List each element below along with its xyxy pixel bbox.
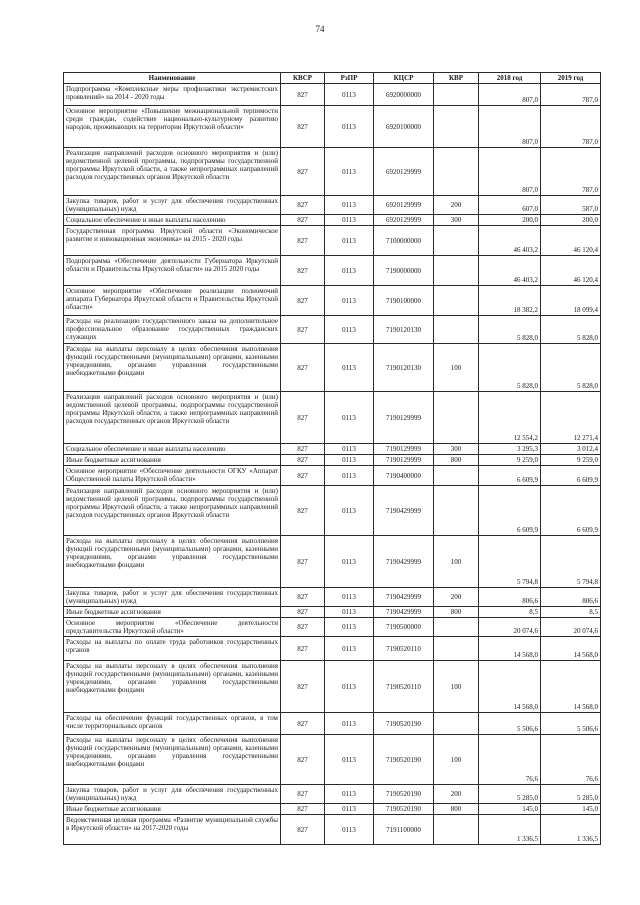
row-name-cell: Расходы на выплаты персоналу в целях обеспечения выполнения функций государственными (муниципальными) органами, казенными учреждениями, органами управления государственными внебюджетными фондами (64, 536, 281, 588)
row-rzpr-cell: 0113 (325, 713, 374, 735)
row-kvr-cell: 800 (434, 607, 479, 618)
row-2019-cell: 787,0 (541, 148, 601, 196)
row-kvr-cell: 100 (434, 536, 479, 588)
row-2018-cell: 12 554,2 (479, 392, 541, 444)
row-2018-cell: 8,5 (479, 607, 541, 618)
row-2018-cell: 46 403,2 (479, 256, 541, 286)
row-2018-cell: 14 568,0 (479, 637, 541, 661)
table-row (64, 486, 601, 536)
row-rzpr-cell: 0113 (325, 804, 374, 815)
row-kvr-cell (434, 637, 479, 661)
row-rzpr-cell: 0113 (325, 815, 374, 845)
row-rzpr-cell: 0113 (325, 444, 374, 455)
row-name-cell: Закупка товаров, работ и услуг для обеспечения государственных (муниципальных) нужд (64, 196, 281, 215)
row-2019-cell: 14 568,0 (541, 637, 601, 661)
column-header-kvsr: КВСР (281, 73, 325, 84)
row-2018-cell: 807,0 (479, 148, 541, 196)
row-kvsr-cell: 827 (281, 618, 325, 637)
row-rzpr-cell: 0113 (325, 196, 374, 215)
row-rzpr-cell: 0113 (325, 106, 374, 148)
row-kcsr-cell: 7190520190 (374, 713, 434, 735)
row-2019-cell: 5 794,8 (541, 536, 601, 588)
row-2018-cell: 46 403,2 (479, 226, 541, 256)
row-kvr-cell (434, 618, 479, 637)
row-rzpr-cell: 0113 (325, 618, 374, 637)
row-kvsr-cell: 827 (281, 106, 325, 148)
table-row (64, 607, 601, 618)
row-2019-cell: 46 120,4 (541, 256, 601, 286)
row-2019-cell: 12 271,4 (541, 392, 601, 444)
row-rzpr-cell: 0113 (325, 344, 374, 392)
row-kcsr-cell: 7190400000 (374, 466, 434, 486)
row-kcsr-cell: 7190120130 (374, 344, 434, 392)
row-rzpr-cell: 0113 (325, 148, 374, 196)
table-row (64, 588, 601, 607)
row-kvsr-cell: 827 (281, 486, 325, 536)
row-name-cell: Иные бюджетные ассигнования (64, 804, 281, 815)
row-rzpr-cell: 0113 (325, 735, 374, 785)
row-name-cell: Иные бюджетные ассигнования (64, 455, 281, 466)
row-2019-cell: 18 099,4 (541, 286, 601, 316)
row-kvr-cell (434, 106, 479, 148)
row-kcsr-cell: 7190129999 (374, 444, 434, 455)
table-row (64, 256, 601, 286)
row-rzpr-cell: 0113 (325, 215, 374, 226)
row-kcsr-cell: 7190429999 (374, 607, 434, 618)
row-kcsr-cell: 7190520190 (374, 785, 434, 804)
row-rzpr-cell: 0113 (325, 785, 374, 804)
row-kvsr-cell: 827 (281, 316, 325, 344)
row-kvsr-cell: 827 (281, 735, 325, 785)
row-2018-cell: 3 295,3 (479, 444, 541, 455)
table-row (64, 215, 601, 226)
row-kcsr-cell: 7190100000 (374, 286, 434, 316)
row-name-cell: Расходы на выплаты персоналу в целях обеспечения выполнения функций государственными (муниципальными) органами, казенными учреждениями, органами управления государственными внебюджетными фондами (64, 735, 281, 785)
row-2019-cell: 587,0 (541, 196, 601, 215)
row-kcsr-cell: 7100000000 (374, 226, 434, 256)
page-number: 74 (315, 24, 325, 34)
row-kvsr-cell: 827 (281, 785, 325, 804)
row-kvr-cell (434, 466, 479, 486)
column-header-kvr: КВР (434, 73, 479, 84)
row-2018-cell: 76,6 (479, 735, 541, 785)
row-kvr-cell (434, 486, 479, 536)
row-name-cell: Подпрограмма «Обеспечение деятельности Губернатора Иркутской области и Правительства Иркутской области» на 2015 2020 годы (64, 256, 281, 286)
row-2018-cell: 20 074,6 (479, 618, 541, 637)
row-2019-cell: 200,0 (541, 215, 601, 226)
row-name-cell: Расходы на реализацию государственного заказа на дополнительное профессиональное образование государственных гражданских служащих (64, 316, 281, 344)
table-row (64, 316, 601, 344)
row-kvsr-cell: 827 (281, 588, 325, 607)
row-kvr-cell: 800 (434, 455, 479, 466)
table-row (64, 735, 601, 785)
row-2018-cell: 5 506,6 (479, 713, 541, 735)
row-name-cell: Реализация направлений расходов основного мероприятия и (или) ведомственной целевой программы, подпрограммы государственной программы Иркутской области, а также непрограммных направлений расходов государственных органов Иркутской области (64, 148, 281, 196)
row-kcsr-cell: 6920129999 (374, 196, 434, 215)
row-2018-cell: 806,6 (479, 588, 541, 607)
row-2018-cell: 1 336,5 (479, 815, 541, 845)
row-kvsr-cell: 827 (281, 804, 325, 815)
row-kvr-cell: 100 (434, 344, 479, 392)
row-kvr-cell (434, 286, 479, 316)
row-name-cell: Расходы на выплаты по оплате труда работников государственных органов (64, 637, 281, 661)
row-rzpr-cell: 0113 (325, 256, 374, 286)
row-2019-cell: 9 259,0 (541, 455, 601, 466)
row-kvsr-cell: 827 (281, 536, 325, 588)
row-kcsr-cell: 7190520110 (374, 661, 434, 713)
row-2018-cell: 18 382,2 (479, 286, 541, 316)
row-kvr-cell: 300 (434, 215, 479, 226)
row-2018-cell: 6 609,9 (479, 466, 541, 486)
table-row (64, 392, 601, 444)
row-kvsr-cell: 827 (281, 392, 325, 444)
row-kvr-cell (434, 713, 479, 735)
row-kcsr-cell: 7190129999 (374, 392, 434, 444)
column-header-rzpr: РзПР (325, 73, 374, 84)
row-rzpr-cell: 0113 (325, 486, 374, 536)
row-name-cell: Реализация направлений расходов основного мероприятия и (или) ведомственной целевой программы, подпрограммы государственной программы Иркутской области, а также непрограммных направлений расходов государственных органов Иркутской области (64, 486, 281, 536)
row-rzpr-cell: 0113 (325, 316, 374, 344)
row-kvr-cell (434, 84, 479, 106)
row-2019-cell: 46 120,4 (541, 226, 601, 256)
table-row (64, 344, 601, 392)
row-kvsr-cell: 827 (281, 815, 325, 845)
row-kcsr-cell: 7190429999 (374, 536, 434, 588)
row-2018-cell: 807,0 (479, 106, 541, 148)
row-kvr-cell (434, 148, 479, 196)
table-row (64, 713, 601, 735)
row-kvsr-cell: 827 (281, 84, 325, 106)
row-2019-cell: 20 074,6 (541, 618, 601, 637)
row-name-cell: Социальное обеспечение и иные выплаты населению (64, 215, 281, 226)
table-row (64, 815, 601, 845)
row-kvsr-cell: 827 (281, 607, 325, 618)
row-kcsr-cell: 6920129999 (374, 215, 434, 226)
row-2018-cell: 5 828,0 (479, 316, 541, 344)
row-2018-cell: 5 794,8 (479, 536, 541, 588)
row-rzpr-cell: 0113 (325, 84, 374, 106)
row-kvr-cell: 100 (434, 735, 479, 785)
row-kvr-cell (434, 226, 479, 256)
row-name-cell: Закупка товаров, работ и услуг для обеспечения государственных (муниципальных) нужд (64, 785, 281, 804)
row-kcsr-cell: 7190520190 (374, 804, 434, 815)
row-kvsr-cell: 827 (281, 215, 325, 226)
row-rzpr-cell: 0113 (325, 455, 374, 466)
column-header-name: Наименование (64, 73, 281, 84)
table-row (64, 84, 601, 106)
row-2019-cell: 76,6 (541, 735, 601, 785)
table-row (64, 536, 601, 588)
table-row (64, 661, 601, 713)
row-kvr-cell: 100 (434, 661, 479, 713)
row-2018-cell: 5 285,0 (479, 785, 541, 804)
row-2018-cell: 200,0 (479, 215, 541, 226)
table-row (64, 637, 601, 661)
row-name-cell: Иные бюджетные ассигнования (64, 607, 281, 618)
row-2019-cell: 787,0 (541, 106, 601, 148)
row-kcsr-cell: 7190520190 (374, 735, 434, 785)
row-kcsr-cell: 7190520110 (374, 637, 434, 661)
row-kvr-cell (434, 392, 479, 444)
row-rzpr-cell: 0113 (325, 536, 374, 588)
row-kvr-cell (434, 815, 479, 845)
column-header-kcsr: КЦСР (374, 73, 434, 84)
row-kvsr-cell: 827 (281, 637, 325, 661)
row-name-cell: Основное мероприятие «Обеспечение реализации полномочий аппарата Губернатора Иркутской области и Правительства Иркутской области» (64, 286, 281, 316)
table-row (64, 444, 601, 455)
row-rzpr-cell: 0113 (325, 588, 374, 607)
row-kvsr-cell: 827 (281, 196, 325, 215)
row-kcsr-cell: 7191100000 (374, 815, 434, 845)
row-kvr-cell: 200 (434, 196, 479, 215)
table-row (64, 618, 601, 637)
budget-table (63, 72, 601, 845)
row-2018-cell: 145,0 (479, 804, 541, 815)
table-row (64, 455, 601, 466)
row-2019-cell: 806,6 (541, 588, 601, 607)
row-2018-cell: 607,0 (479, 196, 541, 215)
row-name-cell: Основное мероприятие «Повышение межнациональной терпимости среди граждан, содействие национально-культурному развитию народов, проживающих на территории Иркутской области» (64, 106, 281, 148)
row-kcsr-cell: 7190429999 (374, 588, 434, 607)
row-rzpr-cell: 0113 (325, 637, 374, 661)
table-row (64, 286, 601, 316)
row-name-cell: Расходы на выплаты персоналу в целях обеспечения выполнения функций государственными (муниципальными) органами, казенными учреждениями, органами управления государственными внебюджетными фондами (64, 344, 281, 392)
row-kvr-cell (434, 256, 479, 286)
row-kvsr-cell: 827 (281, 256, 325, 286)
row-kvr-cell: 300 (434, 444, 479, 455)
row-2019-cell: 5 506,6 (541, 713, 601, 735)
row-rzpr-cell: 0113 (325, 286, 374, 316)
table-row (64, 196, 601, 215)
row-kcsr-cell: 7190120130 (374, 316, 434, 344)
column-header-2018: 2018 год (479, 73, 541, 84)
row-2018-cell: 807,0 (479, 84, 541, 106)
table-row (64, 148, 601, 196)
row-kcsr-cell: 6920000000 (374, 84, 434, 106)
row-name-cell: Основное мероприятие «Обеспечение деятельности ОГКУ «Аппарат Общественной палаты Иркутской области» (64, 466, 281, 486)
row-2019-cell: 14 568,0 (541, 661, 601, 713)
row-name-cell: Ведомственная целевая программа «Развитие муниципальной службы в Иркутской области» на 2017-2020 годы (64, 815, 281, 845)
row-rzpr-cell: 0113 (325, 607, 374, 618)
row-kvsr-cell: 827 (281, 466, 325, 486)
table-header-row (64, 73, 601, 84)
row-rzpr-cell: 0113 (325, 392, 374, 444)
row-name-cell: Расходы на обеспечение функций государственных органов, в том числе территориальных органов (64, 713, 281, 735)
row-rzpr-cell: 0113 (325, 226, 374, 256)
table-row (64, 785, 601, 804)
row-2018-cell: 9 259,0 (479, 455, 541, 466)
row-2019-cell: 1 336,5 (541, 815, 601, 845)
column-header-2019: 2019 год (541, 73, 601, 84)
row-kcsr-cell: 6920100000 (374, 106, 434, 148)
table-row (64, 226, 601, 256)
row-2018-cell: 5 828,0 (479, 344, 541, 392)
row-rzpr-cell: 0113 (325, 661, 374, 713)
row-kvsr-cell: 827 (281, 286, 325, 316)
row-kvr-cell: 200 (434, 588, 479, 607)
row-2019-cell: 6 609,9 (541, 466, 601, 486)
row-name-cell: Государственная программа Иркутской области «Экономическое развитие и инновационная экономика» на 2015 - 2020 годы (64, 226, 281, 256)
row-kvsr-cell: 827 (281, 455, 325, 466)
row-2019-cell: 145,0 (541, 804, 601, 815)
row-2018-cell: 14 568,0 (479, 661, 541, 713)
row-kcsr-cell: 7190000000 (374, 256, 434, 286)
row-2019-cell: 5 285,0 (541, 785, 601, 804)
row-2018-cell: 6 609,9 (479, 486, 541, 536)
table-row (64, 466, 601, 486)
row-2019-cell: 8,5 (541, 607, 601, 618)
row-2019-cell: 3 012,4 (541, 444, 601, 455)
table-row (64, 106, 601, 148)
row-kvr-cell: 800 (434, 804, 479, 815)
row-2019-cell: 5 828,0 (541, 344, 601, 392)
row-name-cell: Социальное обеспечение и иные выплаты населению (64, 444, 281, 455)
row-kvsr-cell: 827 (281, 713, 325, 735)
row-kvsr-cell: 827 (281, 661, 325, 713)
row-kvr-cell: 200 (434, 785, 479, 804)
row-kvsr-cell: 827 (281, 344, 325, 392)
row-kvsr-cell: 827 (281, 148, 325, 196)
row-name-cell: Расходы на выплаты персоналу в целях обеспечения выполнения функций государственными (муниципальными) органами, казенными учреждениями, органами управления государственными внебюджетными фондами (64, 661, 281, 713)
row-name-cell: Основное мероприятие «Обеспечение деятельности представительства Иркутской области» (64, 618, 281, 637)
row-2019-cell: 787,0 (541, 84, 601, 106)
row-kvsr-cell: 827 (281, 226, 325, 256)
row-kvsr-cell: 827 (281, 444, 325, 455)
table-row (64, 804, 601, 815)
row-kcsr-cell: 7190129999 (374, 455, 434, 466)
row-kcsr-cell: 7190429999 (374, 486, 434, 536)
row-name-cell: Подпрограмма «Комплексные меры профилактики экстремистских проявлений» на 2014 - 2020 годы (64, 84, 281, 106)
row-kvr-cell (434, 316, 479, 344)
row-name-cell: Реализация направлений расходов основного мероприятия и (или) ведомственной целевой программы, подпрограммы государственной программы Иркутской области, а также непрограммных направлений расходов государственных органов Иркутской области (64, 392, 281, 444)
row-name-cell: Закупка товаров, работ и услуг для обеспечения государственных (муниципальных) нужд (64, 588, 281, 607)
row-kcsr-cell: 6920129999 (374, 148, 434, 196)
row-2019-cell: 6 609,9 (541, 486, 601, 536)
row-kcsr-cell: 7190500000 (374, 618, 434, 637)
row-rzpr-cell: 0113 (325, 466, 374, 486)
row-2019-cell: 5 828,0 (541, 316, 601, 344)
